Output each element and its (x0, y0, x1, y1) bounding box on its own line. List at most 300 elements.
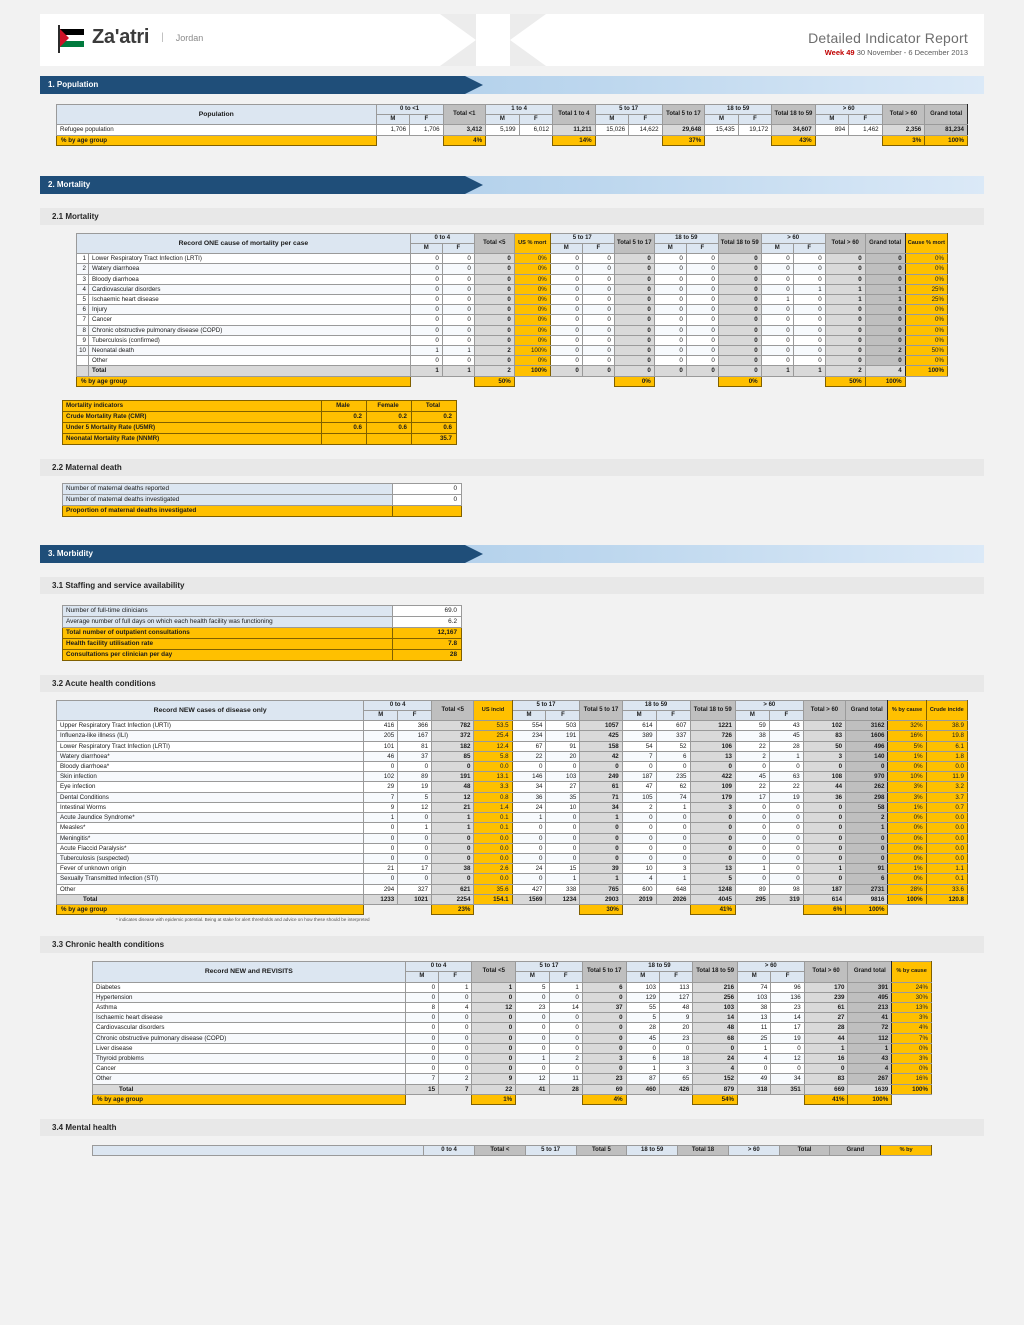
jordan-flag-icon (58, 29, 84, 47)
table-total-row (57, 894, 968, 904)
cell: 0 (769, 802, 803, 812)
header-notch-right (510, 14, 546, 66)
mental-block (40, 1145, 984, 1156)
col-acute-disease: Record NEW cases of disease only (57, 700, 364, 720)
cell: 15,026 (595, 125, 628, 135)
cell: 0 (769, 843, 803, 853)
cell: 0 (398, 843, 432, 853)
cell: 416 (364, 721, 398, 731)
subsection-mortality: 2.1 Mortality (40, 208, 984, 225)
cell: 318 (738, 1084, 771, 1094)
cell: 0% (514, 325, 550, 335)
pct-age-label: % by age group (77, 376, 411, 386)
table-row (93, 982, 932, 992)
cell: 1221 (690, 721, 735, 731)
cell: 0 (582, 335, 614, 345)
col-total-gt60: Total > 60 (804, 962, 848, 982)
cell: 53.5 (474, 721, 512, 731)
cell: 0 (803, 823, 845, 833)
cell: 5.8 (474, 751, 512, 761)
cell: 4 (622, 874, 656, 884)
cell: 0 (582, 325, 614, 335)
cell: 1021 (398, 894, 432, 904)
cell: 1 (410, 346, 442, 356)
col-mental-0: 0 to 4 (424, 1145, 475, 1155)
cell: 0 (580, 823, 622, 833)
subsection-maternal: 2.2 Maternal death (40, 459, 984, 476)
col-us-incid: US incid (474, 700, 512, 720)
row-label: Tuberculosis (confirmed) (89, 335, 411, 345)
row-label: Skin infection (57, 772, 364, 782)
cell: 1 (735, 864, 769, 874)
table-row (93, 1002, 932, 1012)
table-row (57, 762, 968, 772)
cell: 35 (546, 792, 580, 802)
cell: 36 (512, 792, 546, 802)
col-total-18to59: Total 18 to 59 (718, 233, 761, 253)
cell: 0 (410, 315, 442, 325)
cell: 600 (622, 884, 656, 894)
cell: 11.9 (926, 772, 967, 782)
cell: 0 (582, 1064, 626, 1074)
cell: 0 (432, 874, 474, 884)
cell: 103 (546, 772, 580, 782)
cell: 3% (892, 1053, 932, 1063)
col-f: F (793, 244, 825, 254)
percent-by-age-row (93, 1094, 932, 1104)
cell: 100% (892, 1084, 932, 1094)
cell: 91 (546, 741, 580, 751)
cell: 98 (769, 884, 803, 894)
cell: 0% (514, 254, 550, 264)
cell: 0 (410, 305, 442, 315)
cell: 0 (654, 366, 686, 376)
cell: 0 (793, 295, 825, 305)
cell: 113 (659, 982, 692, 992)
cell: 0 (622, 762, 656, 772)
cell: 12.4 (474, 741, 512, 751)
col-m: M (410, 244, 442, 254)
table-row (63, 411, 457, 422)
cell: 0 (472, 1043, 516, 1053)
cell: 0 (793, 325, 825, 335)
cell: 235 (656, 772, 690, 782)
row-number: 3 (77, 274, 89, 284)
table-row (57, 874, 968, 884)
cell: 0 (405, 982, 438, 992)
cell: 0 (442, 325, 474, 335)
cell: 0 (410, 254, 442, 264)
cell: 42 (580, 751, 622, 761)
cell: 0% (514, 274, 550, 284)
cell: 2 (865, 346, 905, 356)
cell (367, 433, 412, 444)
header-notch-left (440, 14, 476, 66)
cell: 0% (905, 335, 947, 345)
cell: 0 (804, 1064, 848, 1074)
cell: 0 (656, 843, 690, 853)
cell: 0 (690, 813, 735, 823)
cell: 425 (580, 731, 622, 741)
cell: 1 (580, 813, 622, 823)
row-value: 28 (393, 649, 462, 660)
table-header-row (63, 400, 457, 411)
cell: 0 (614, 284, 654, 294)
cell: 0 (686, 274, 718, 284)
cell: 7 (622, 751, 656, 761)
cell: 0 (550, 254, 582, 264)
mortality-table (76, 233, 948, 387)
col-m: M (376, 115, 409, 125)
cell: 0 (364, 833, 398, 843)
cell: 0 (659, 1043, 692, 1053)
cell: 0 (474, 284, 514, 294)
col-f: F (549, 972, 582, 982)
cell: 0 (614, 356, 654, 366)
col-m: M (735, 711, 769, 721)
cell: 894 (815, 125, 848, 135)
table-row (93, 1053, 932, 1063)
cell: 187 (622, 772, 656, 782)
cell: 140 (846, 751, 888, 761)
subsection-staffing: 3.1 Staffing and service availability (40, 577, 984, 594)
col-1to4: 1 to 4 (486, 105, 553, 115)
cell: 460 (626, 1084, 659, 1094)
cell: 109 (690, 782, 735, 792)
row-number: 5 (77, 295, 89, 305)
cell: 6 (582, 982, 626, 992)
cell: 0 (474, 315, 514, 325)
cell: 0 (686, 356, 718, 366)
cell: 0% (514, 305, 550, 315)
col-m: M (405, 972, 438, 982)
cell: 2254 (432, 894, 474, 904)
row-label: Proportion of maternal deaths investigated (63, 505, 393, 516)
cell: 327 (398, 884, 432, 894)
col-f: F (769, 711, 803, 721)
cell: 0.0 (926, 853, 967, 863)
cell: 12 (516, 1074, 549, 1084)
chronic-block (40, 961, 984, 1105)
cell: 1% (888, 864, 926, 874)
cell: 0 (550, 346, 582, 356)
acute-block (40, 700, 984, 922)
col-gt60: > 60 (815, 105, 882, 115)
cell: 338 (546, 884, 580, 894)
cell: 6 (846, 874, 888, 884)
col-mental-5: Total 18 (678, 1145, 729, 1155)
cell: 621 (432, 884, 474, 894)
cell: 234 (512, 731, 546, 741)
cell: 0 (718, 254, 761, 264)
maternal-block (40, 483, 984, 517)
cell: 0 (516, 1033, 549, 1043)
cell: 102 (364, 772, 398, 782)
cell: 0 (550, 325, 582, 335)
report-title: Detailed Indicator Report (808, 30, 968, 46)
row-label: Number of maternal deaths reported (63, 483, 393, 494)
cell: 89 (398, 772, 432, 782)
col-gt60: > 60 (761, 233, 825, 243)
cell: 0 (442, 284, 474, 294)
col-us-mort: US % mort (514, 233, 550, 253)
table-header-row (77, 233, 948, 243)
row-label: Other (93, 1074, 406, 1084)
cell: 0 (793, 335, 825, 345)
cell: 0% (888, 823, 926, 833)
cell: 29 (364, 782, 398, 792)
row-value: 69.0 (393, 605, 462, 616)
acute-table (56, 700, 968, 915)
table-row (63, 627, 462, 638)
cell: 0 (735, 874, 769, 884)
table-row (77, 305, 948, 315)
cell: 19,172 (738, 125, 771, 135)
cell: 2.6 (474, 864, 512, 874)
table-row (57, 792, 968, 802)
cell: 83 (803, 731, 845, 741)
cell: 0.0 (926, 833, 967, 843)
cell: 0 (771, 1064, 804, 1074)
row-label: Refugee population (57, 125, 377, 135)
cell: 13% (892, 1002, 932, 1012)
cell: 1234 (546, 894, 580, 904)
cell: 62 (656, 782, 690, 792)
cell: 0 (793, 264, 825, 274)
cell: 0 (439, 992, 472, 1002)
section-banner-morbidity (40, 545, 984, 563)
cell: 108 (803, 772, 845, 782)
col-total-1to4: Total 1 to 4 (553, 105, 596, 125)
cell: 0% (892, 1064, 932, 1074)
cell: 0 (474, 335, 514, 345)
cell: 0 (803, 762, 845, 772)
cell: 0 (614, 264, 654, 274)
cell: 136 (771, 992, 804, 1002)
cell: 100% (905, 366, 947, 376)
cell: 74 (656, 792, 690, 802)
cell: 0 (761, 335, 793, 345)
cell: 0 (622, 823, 656, 833)
cell: 167 (398, 731, 432, 741)
cell: 0 (472, 1023, 516, 1033)
col-f: F (582, 244, 614, 254)
row-label: Measles* (57, 823, 364, 833)
col-male: Male (322, 400, 367, 411)
population-table (56, 104, 968, 146)
cell: 0 (550, 356, 582, 366)
cell: 25% (905, 295, 947, 305)
col-f: F (849, 115, 882, 125)
cell: 0 (516, 1043, 549, 1053)
subsection-acute: 3.2 Acute health conditions (40, 675, 984, 692)
col-mental-2: 5 to 17 (525, 1145, 576, 1155)
cell: 0% (905, 305, 947, 315)
cell: 0 (512, 874, 546, 884)
cell: 1 (580, 874, 622, 884)
cell: 1.8 (926, 751, 967, 761)
cell: 0% (888, 874, 926, 884)
col-mental-1: Total < (474, 1145, 525, 1155)
col-population: Population (57, 105, 377, 125)
cell: 0% (514, 315, 550, 325)
cell: 0 (793, 305, 825, 315)
cell: 0 (410, 295, 442, 305)
cell (322, 433, 367, 444)
cell: 0 (442, 356, 474, 366)
cell: 71 (580, 792, 622, 802)
cell: 2 (549, 1053, 582, 1063)
row-label: Other (89, 356, 411, 366)
row-label: Number of maternal deaths investigated (63, 494, 393, 505)
table-row (57, 823, 968, 833)
cell: 2 (622, 802, 656, 812)
cell: 0 (865, 274, 905, 284)
row-number: 6 (77, 305, 89, 315)
cell: 0.0 (926, 813, 967, 823)
cell: 0 (656, 853, 690, 863)
cell: 216 (693, 982, 738, 992)
cell: 0 (512, 823, 546, 833)
pct-age-label: % by age group (57, 135, 377, 145)
row-label: Watery diarrhoea (89, 264, 411, 274)
table-row (57, 843, 968, 853)
row-label: Chronic obstructive pulmonary disease (COPD) (93, 1033, 406, 1043)
cell: 45 (626, 1033, 659, 1043)
cell: 1 (825, 295, 865, 305)
col-m: M (705, 115, 738, 125)
cell: 2,356 (882, 125, 925, 135)
cell: 24 (512, 864, 546, 874)
cell: 669 (804, 1084, 848, 1094)
cell: 1 (793, 366, 825, 376)
row-number: 1 (77, 254, 89, 264)
col-0to1: 0 to <1 (376, 105, 443, 115)
table-row (57, 813, 968, 823)
cell: 1 (804, 1043, 848, 1053)
table-row (93, 1013, 932, 1023)
col-mental-7: Total (779, 1145, 830, 1155)
cell: 2 (825, 366, 865, 376)
row-label: Acute Jaundice Syndrome* (57, 813, 364, 823)
cell: 0% (514, 295, 550, 305)
cell: 38 (432, 864, 474, 874)
cell: 0 (582, 305, 614, 315)
col-5to17: 5 to 17 (595, 105, 662, 115)
cell: 0 (549, 1043, 582, 1053)
cell: 0 (686, 264, 718, 274)
cell: 1 (761, 295, 793, 305)
mental-health-table (92, 1145, 932, 1156)
cell: 0 (865, 315, 905, 325)
cell: 35.6 (474, 884, 512, 894)
cell: 0 (614, 295, 654, 305)
cell: 0 (803, 874, 845, 884)
cell: 28 (804, 1023, 848, 1033)
row-label: Bloody diarrhoea* (57, 762, 364, 772)
cell: 5 (398, 792, 432, 802)
cell: 0 (654, 335, 686, 345)
col-f: F (442, 244, 474, 254)
percent-by-age-row (57, 904, 968, 914)
cell: 69 (582, 1084, 626, 1094)
cell: 0 (580, 833, 622, 843)
table-row (63, 649, 462, 660)
row-label: Bloody diarrhoea (89, 274, 411, 284)
cell: 6 (626, 1053, 659, 1063)
cell: 129 (626, 992, 659, 1002)
cell: 0% (905, 264, 947, 274)
cell: 12 (398, 802, 432, 812)
pct-total-gt60: 3% (882, 135, 925, 145)
cell: 0 (846, 833, 888, 843)
cell: 0 (769, 853, 803, 863)
cell: 14,622 (629, 125, 662, 135)
row-value: 0 (393, 483, 462, 494)
cell: 782 (432, 721, 474, 731)
pct-total-18to59: 43% (772, 135, 816, 145)
cell: 52 (656, 741, 690, 751)
table-row (63, 494, 462, 505)
cell: 43 (848, 1053, 892, 1063)
cell: 0 (614, 335, 654, 345)
cell: 11 (549, 1074, 582, 1084)
col-total-5to17: Total 5 to 17 (580, 700, 622, 720)
cell: 0 (432, 843, 474, 853)
row-value: 6.2 (393, 616, 462, 627)
cell: 0 (549, 1033, 582, 1043)
section-title-mortality: 2. Mortality (48, 179, 91, 189)
cell: 614 (803, 894, 845, 904)
cell: 0.2 (322, 411, 367, 422)
cell: 0 (439, 1013, 472, 1023)
col-f: F (398, 711, 432, 721)
cell: 0 (442, 335, 474, 345)
cell: 22 (735, 782, 769, 792)
cell: 2 (474, 346, 514, 356)
table-row (77, 335, 948, 345)
pct-total-1to4: 14% (553, 135, 596, 145)
cell: 0 (364, 853, 398, 863)
row-label: Liver disease (93, 1043, 406, 1053)
cell: 0 (718, 366, 761, 376)
cell: 15 (546, 864, 580, 874)
cell: 1 (432, 813, 474, 823)
cell: 205 (364, 731, 398, 741)
cell: 67 (512, 741, 546, 751)
subsection-mental: 3.4 Mental health (40, 1119, 984, 1136)
cell: 0.0 (474, 874, 512, 884)
cell: 0 (439, 1053, 472, 1063)
pct-total-5to17: 4% (582, 1094, 626, 1104)
cell: 41 (848, 1013, 892, 1023)
cell: 0 (769, 833, 803, 843)
cell: 22 (735, 741, 769, 751)
cell: 0% (888, 833, 926, 843)
cell: 17 (771, 1023, 804, 1033)
row-label: Total (57, 894, 364, 904)
cell: 0 (793, 254, 825, 264)
cell: 0 (865, 356, 905, 366)
col-total: Total (412, 400, 457, 411)
cell: 0 (803, 853, 845, 863)
cell: 72 (848, 1023, 892, 1033)
col-female: Female (367, 400, 412, 411)
cell: 0 (512, 762, 546, 772)
cell: 1057 (580, 721, 622, 731)
cell: 0% (888, 762, 926, 772)
cell: 120.8 (926, 894, 967, 904)
